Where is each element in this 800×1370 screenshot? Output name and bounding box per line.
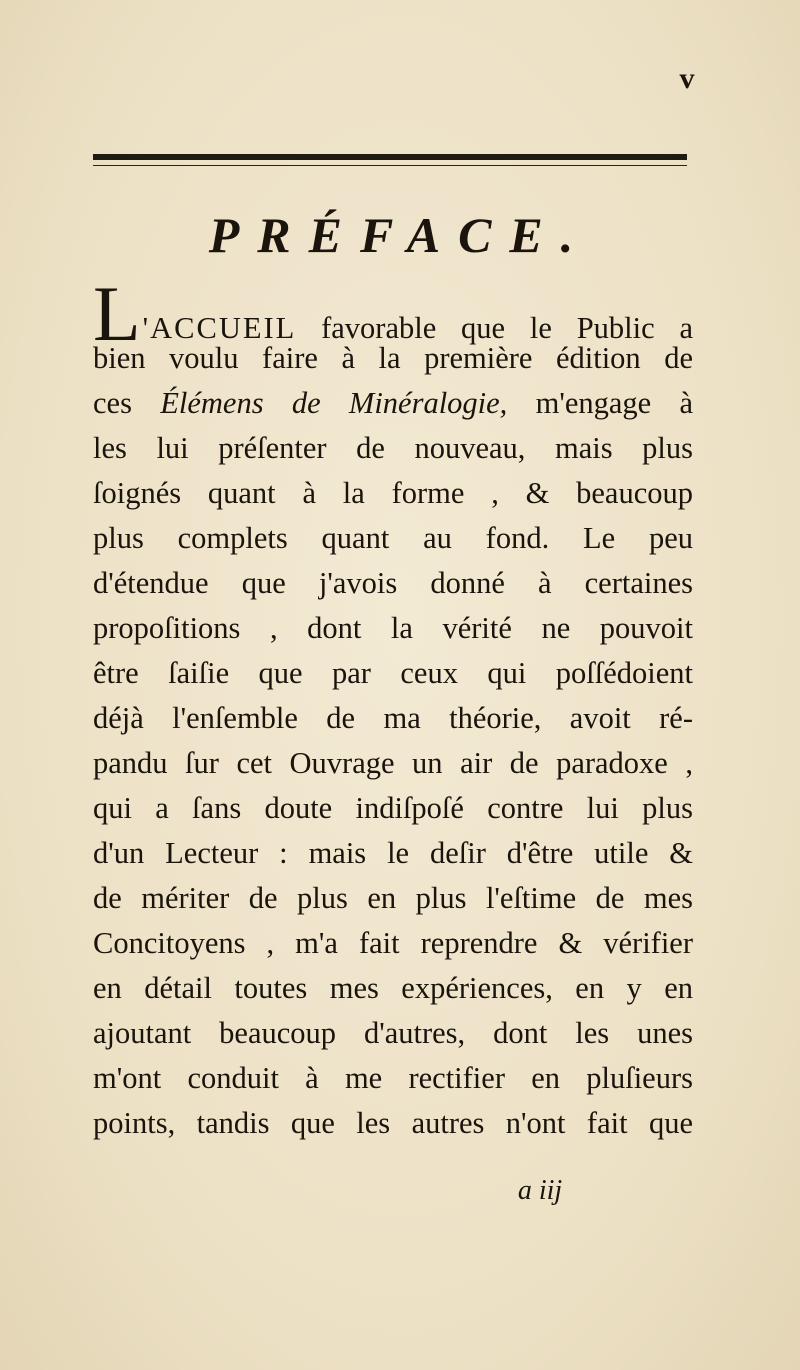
text-line-18: m'ont conduit à me rectifier en pluſieurs bbox=[93, 1061, 693, 1095]
text-line-3 bbox=[93, 381, 693, 426]
signature-mark: a iij bbox=[517, 1175, 563, 1206]
text-line-16: en détail toutes mes expériences, en y en bbox=[93, 971, 693, 1005]
line-text: m'engage à bbox=[535, 386, 693, 420]
text-line-17: ajoutant beaucoup d'autres, dont les unes bbox=[93, 1016, 693, 1050]
page-number: v bbox=[679, 62, 695, 95]
text-line-7: d'étendue que j'avois donné à certaines bbox=[93, 566, 693, 600]
text-line-19: points, tandis que les autres n'ont fait que bbox=[93, 1106, 693, 1140]
header-rule-thick bbox=[93, 154, 687, 160]
text-line-1 bbox=[93, 270, 693, 357]
page-title: PRÉFACE. bbox=[208, 207, 592, 263]
line-text: ces bbox=[93, 386, 132, 420]
text-line-2: bien voulu faire à la première édition de bbox=[93, 341, 693, 375]
text-line-12: qui a ſans doute indiſpoſé contre lui plus bbox=[93, 791, 693, 825]
book-title: Élémens de Minéralogie, bbox=[160, 386, 508, 420]
line-text: favorable que le Public a bbox=[296, 311, 693, 345]
text-line-15: Concitoyens , m'a fait reprendre & vérifier bbox=[93, 926, 693, 960]
text-line-9: être ſaiſie que par ceux qui poſſédoient bbox=[93, 656, 693, 690]
text-line-11: pandu ſur cet Ouvrage un air de paradoxe , bbox=[93, 746, 693, 780]
text-line-4: les lui préſenter de nouveau, mais plus bbox=[93, 431, 693, 465]
header-rule-thin bbox=[93, 165, 687, 166]
text-line-10: déjà l'enſemble de ma théorie, avoit ré- bbox=[93, 701, 693, 735]
text-line-5: ſoignés quant à la forme , & beaucoup bbox=[93, 476, 693, 510]
text-line-14: de mériter de plus en plus l'eſtime de mes bbox=[93, 881, 693, 915]
first-word: 'ACCUEIL bbox=[142, 311, 297, 345]
text-line-6: plus complets quant au fond. Le peu bbox=[93, 521, 693, 555]
drop-cap: L bbox=[93, 270, 141, 357]
text-line-13: d'un Lecteur : mais le deſir d'être utile & bbox=[93, 836, 693, 870]
text-line-8: propoſitions , dont la vérité ne pouvoit bbox=[93, 611, 693, 645]
body-text bbox=[93, 270, 693, 1146]
